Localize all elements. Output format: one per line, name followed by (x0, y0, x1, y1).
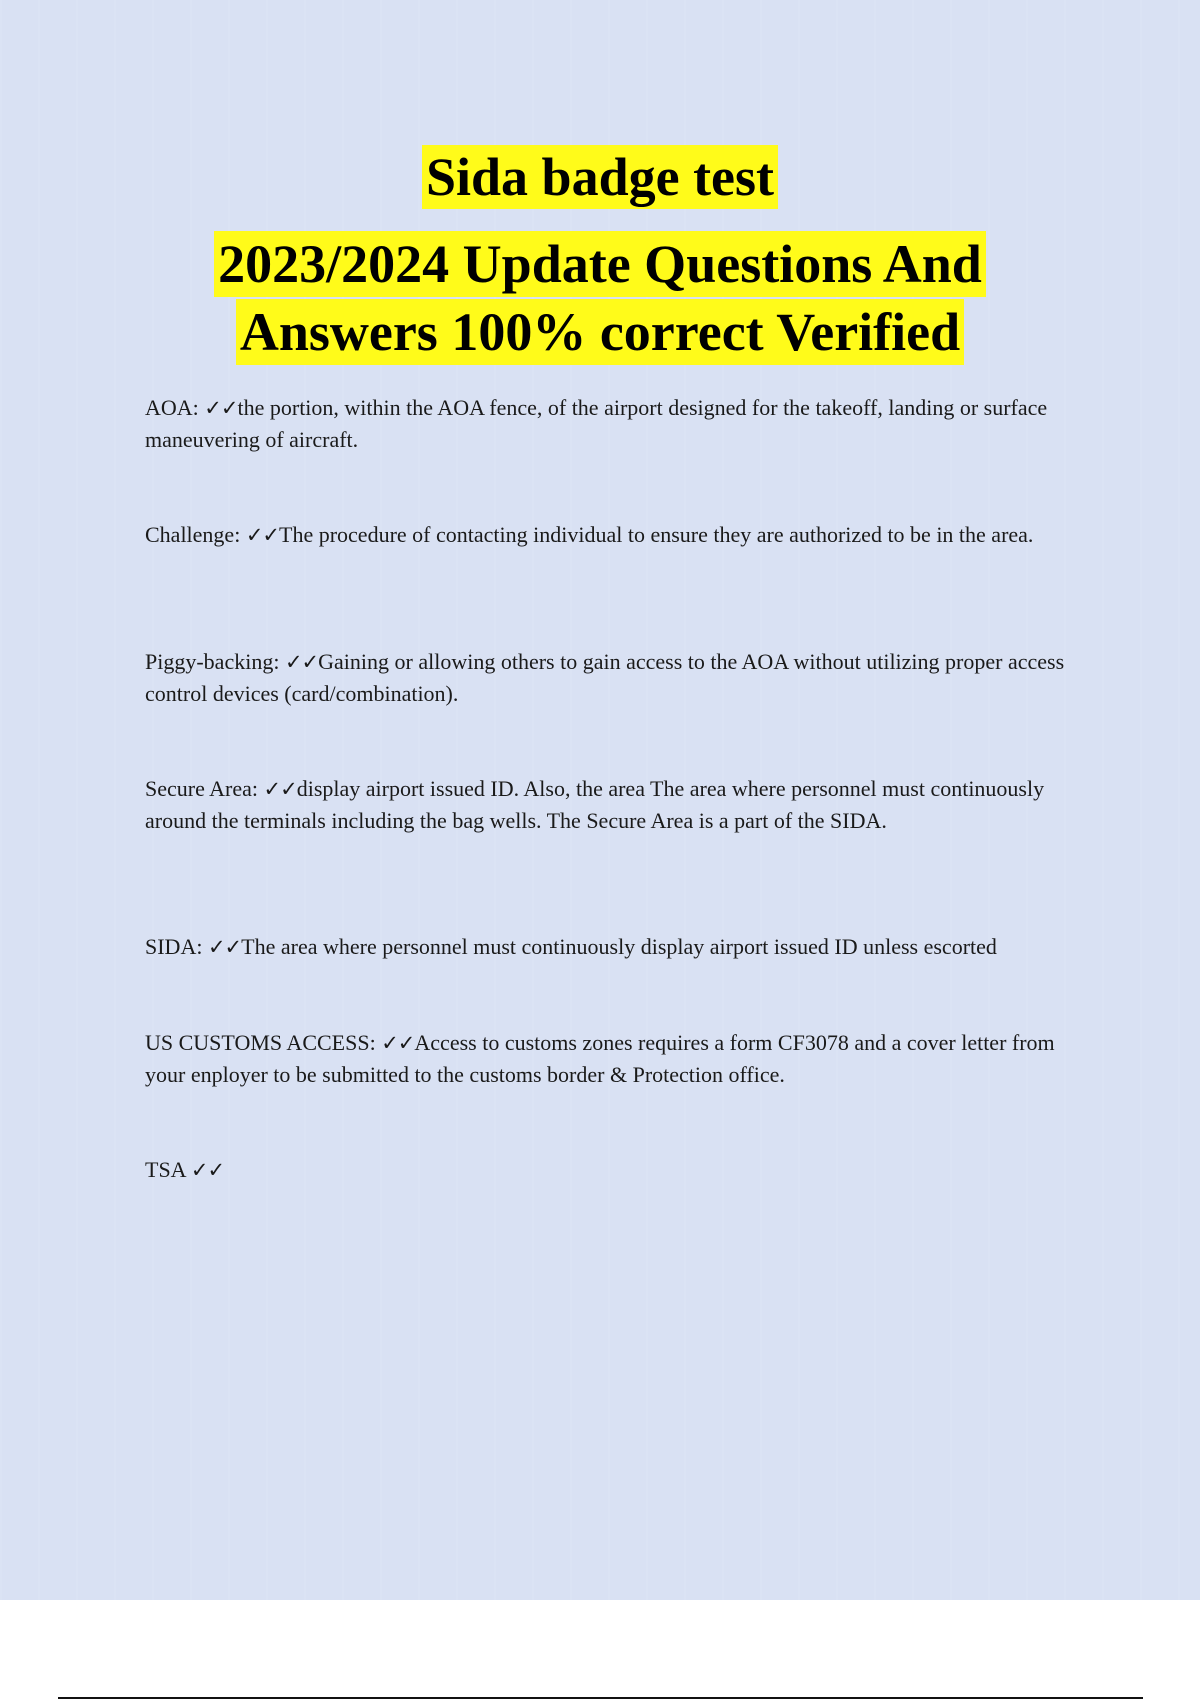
definition-item-aoa (145, 392, 1095, 455)
term-label: Challenge: (145, 522, 241, 547)
double-check-icon: ✓✓ (381, 1031, 415, 1055)
title-line-3: Answers 100% correct Verified (236, 299, 964, 365)
definition-text: Access to customs zones requires a form CF3078 and a cover letter from your enployer to be submitted to the customs border & Protection office. (145, 1030, 1055, 1087)
footer-divider (58, 1697, 1143, 1699)
definition-text: the portion, within the AOA fence, of the airport designed for the takeoff, landing or surface maneuvering of aircraft. (145, 395, 1048, 452)
definition-item-us-customs-access (145, 1027, 1095, 1090)
definition-text: Gaining or allowing others to gain access to the AOA without utilizing proper access control devices (card/combination). (145, 649, 1065, 706)
document-title (0, 145, 1200, 365)
definition-text: display airport issued ID. Also, the area The area where personnel must continuously around the terminals including the bag wells. The Secure Area is a part of the SIDA. (145, 776, 1045, 833)
double-check-icon: ✓✓ (207, 935, 242, 959)
title-line-1: Sida badge test (422, 145, 778, 209)
definition-item-piggy-backing (145, 646, 1095, 709)
term-label: Secure Area: (145, 776, 258, 801)
definition-item-tsa (145, 1154, 1095, 1186)
definition-item-sida (145, 931, 1095, 963)
term-label: TSA (145, 1157, 186, 1182)
double-check-icon: ✓✓ (263, 777, 297, 801)
double-check-icon: ✓✓ (245, 523, 280, 547)
double-check-icon: ✓✓ (204, 396, 238, 420)
double-check-icon: ✓✓ (284, 650, 319, 674)
double-check-icon: ✓✓ (190, 1158, 225, 1182)
definition-text: The procedure of contacting individual to ensure they are authorized to be in the area. (279, 522, 1034, 547)
term-label: Piggy-backing: (145, 649, 280, 674)
definition-item-challenge (145, 519, 1095, 551)
term-label: US CUSTOMS ACCESS: (145, 1030, 376, 1055)
definition-item-secure-area (145, 773, 1095, 836)
term-label: SIDA: (145, 934, 203, 959)
title-line-2: 2023/2024 Update Questions And (214, 231, 986, 297)
term-label: AOA: (145, 395, 199, 420)
definition-text: The area where personnel must continuously display airport issued ID unless escorted (241, 934, 997, 959)
